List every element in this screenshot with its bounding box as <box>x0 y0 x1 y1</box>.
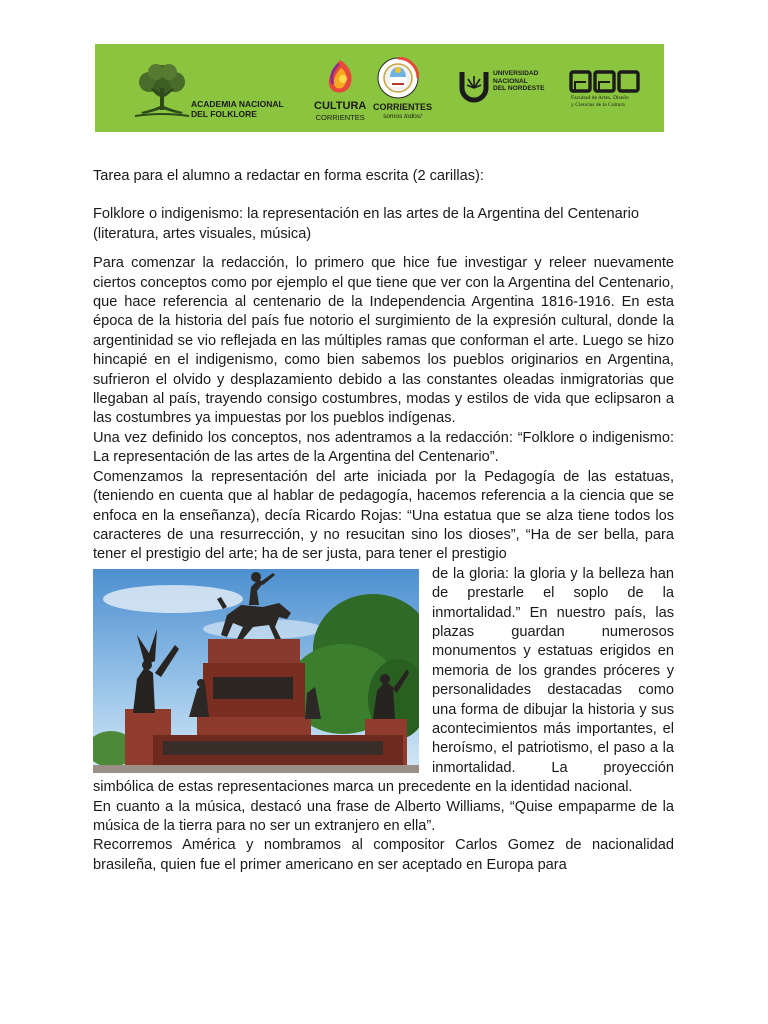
corrientes-logo-text <box>373 103 432 121</box>
paragraph-america: Recorremos América y nombramos al compositor Carlos Gomez de nacionalidad brasileña, quien fue el primer americano en ser aceptado en Europa para <box>93 837 674 873</box>
academia-line2: DEL FOLKLORE <box>191 109 257 119</box>
unne-logo-text <box>493 70 545 93</box>
paragraph-intro: Para comenzar la redacción, lo primero que hice fue investigar y releer nuevamente ciertos conceptos como por ejemplo el que tiene que ver con la Argentina del Centenario, que hace referencia al centenario de la Independencia Argentina 1816-1916. En esta época de la historia del país fue notorio el surgimiento de la expresión cultural, donde la argentinidad se vio reflejada en las múltiples ramas que conforman el arte. Luego se hizo hincapié en el indigenismo, como bien sabemos los pueblos originarios en Argentina, sufrieron el olvido y desplazamiento debido a las constantes oleadas inmigratorias que llegaban al país, trayendo consigo costumbres, modas y estilos de vida que eclipsaron a las costumbres ya impuestas por los pueblos indígenas. <box>93 255 674 427</box>
fadycc-line2: y Ciencias de la Cultura <box>571 101 625 108</box>
paragraph-music: En cuanto a la música, destacó una frase de Alberto Williams, “Quise empaparme de la música de la tierra para no ser un extranjero en ella”. <box>93 798 674 834</box>
academia-line1: ACADEMIA NACIONAL <box>191 99 284 109</box>
header-banner <box>95 44 664 132</box>
monument-photo <box>93 569 419 773</box>
document-body <box>93 167 674 875</box>
paragraph-statues-start: Comenzamos la representación del arte iniciada por la Pedagogía de las estatuas, (teniendo en cuenta que al hablar de pedagogía, hacemos referencia a la ciencia que se enfoca en la enseñanza), decía Ricardo Rojas: “Una estatua que se alza tiene todos los caracteres de una resurrección, y no resucitan sino los dioses”, “Ha de ser bella, para tener el prestigio del arte; ha de ser justa, para tener el prestigio <box>93 468 674 563</box>
fadycc-logo-icon <box>569 70 641 94</box>
tree-icon <box>131 62 193 120</box>
paragraph-statues-continued: de la gloria: la gloria y la belleza han de prestarle el soplo de la inmortalidad.” En nuestro país, las plazas guardan numerosos monumentos y estatuas erigidos en memoria de los grandes próceres y personalidades destacadas como una forma de dibujar la historia y sus acontecimientos más importantes, el heroísmo, el patriotismo, el paso a la inmortalidad. La proyección simbólica de estas representaciones marca un precedente en la identidad nacional. <box>93 565 674 796</box>
unne-line3: DEL NORDESTE <box>493 85 545 93</box>
fadycc-logo-text <box>571 95 629 108</box>
academia-folklore-logo-text <box>191 99 284 119</box>
topic-title: Folklore o indigenismo: la representación en las artes de la Argentina del Centenario (literatura, artes visuales, música) <box>93 206 639 242</box>
unne-line1: UNIVERSIDAD <box>493 70 539 77</box>
cultura-logo-text <box>314 101 366 123</box>
corrientes-name: CORRIENTES <box>373 102 433 112</box>
fadycc-line1: Facultad de Artes, Diseño <box>571 95 629 101</box>
cultura-sub: CORRIENTES <box>315 113 365 122</box>
corrientes-sub: somos todos! <box>383 113 422 120</box>
corrientes-seal-icon <box>377 57 419 99</box>
task-heading: Tarea para el alumno a redactar en forma escrita (2 carillas): <box>93 168 484 184</box>
unne-logo-icon <box>458 70 490 104</box>
cultura-flame-icon <box>324 58 356 98</box>
cultura-name: CULTURA <box>314 100 367 112</box>
paragraph-definition: Una vez definido los conceptos, nos adentramos a la redacción: “Folklore o indigenismo: La representación de las artes de la Argentina del Centenario”. <box>93 429 674 466</box>
unne-line2: NACIONAL <box>493 77 528 85</box>
